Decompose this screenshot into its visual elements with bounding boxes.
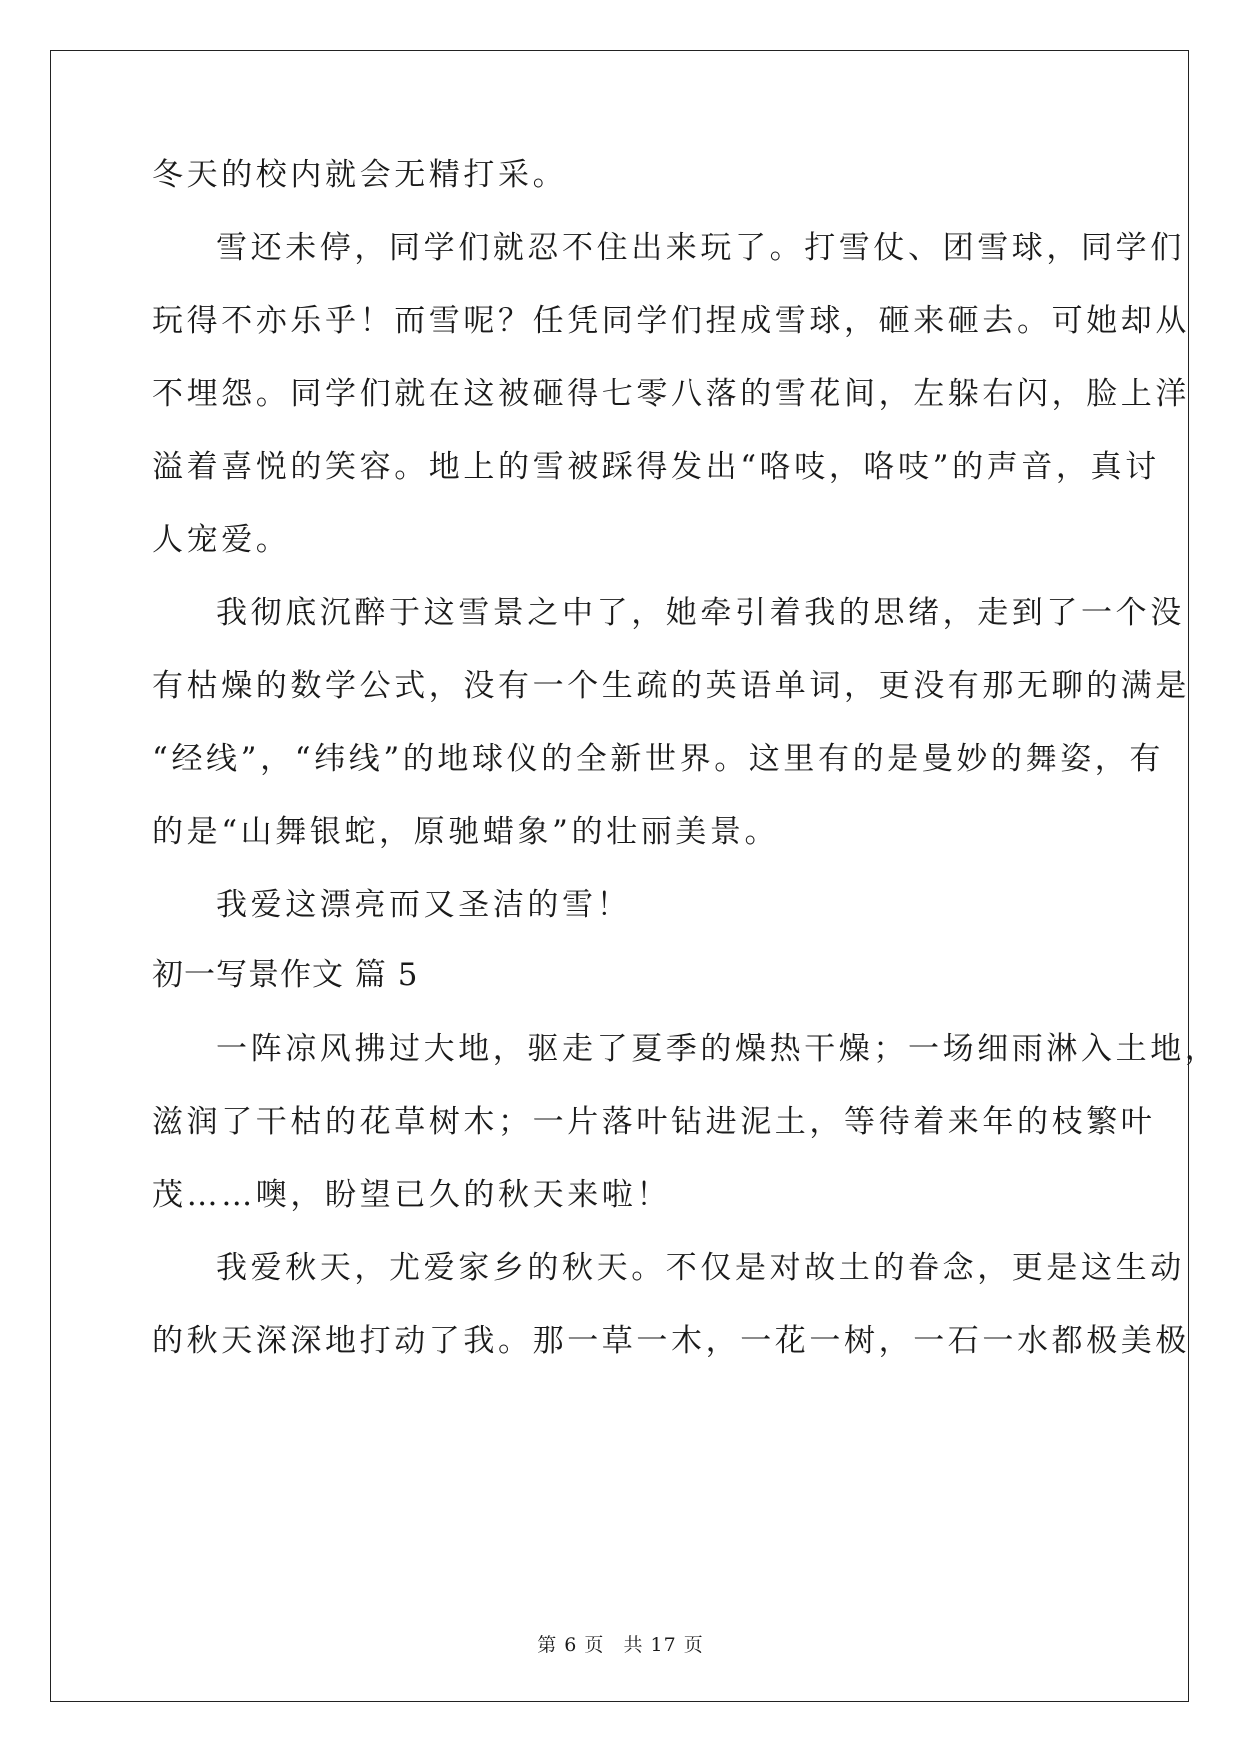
paragraph-line: 我爱这漂亮而又圣洁的雪！ xyxy=(216,887,632,923)
text-line: 的是“山舞银蛇，原驰蜡象”的壮丽美景。 xyxy=(152,814,780,850)
text-line: 冬天的校内就会无精打采。 xyxy=(152,157,568,193)
text-line: 滋润了干枯的花草树木；一片落叶钻进泥土，等待着来年的枝繁叶 xyxy=(152,1104,1156,1140)
text-line: 玩得不亦乐乎！而雪呢？任凭同学们捏成雪球，砸来砸去。可她却从 xyxy=(152,303,1190,339)
text-line: 茂……噢，盼望已久的秋天来啦！ xyxy=(152,1177,671,1213)
paragraph-line: 一阵凉风拂过大地，驱走了夏季的燥热干燥；一场细雨淋入土地， xyxy=(216,1031,1220,1067)
paragraph-line: 我爱秋天，尤爱家乡的秋天。不仅是对故土的眷念，更是这生动 xyxy=(216,1250,1185,1286)
page-footer xyxy=(0,1630,1241,1657)
text-line: 不埋怨。同学们就在这被砸得七零八落的雪花间，左躲右闪，脸上洋 xyxy=(152,376,1190,412)
page-number: 第 6 页 xyxy=(537,1634,605,1656)
text-line: “经线”，“纬线”的地球仪的全新世界。这里有的是曼妙的舞姿，有 xyxy=(152,741,1164,777)
text-line: 有枯燥的数学公式，没有一个生疏的英语单词，更没有那无聊的满是 xyxy=(152,668,1190,704)
page-border xyxy=(50,50,1189,1702)
page-total: 共 17 页 xyxy=(623,1634,704,1656)
paragraph-line: 我彻底沉醉于这雪景之中了，她牵引着我的思绪，走到了一个没 xyxy=(216,595,1185,631)
paragraph-line: 雪还未停，同学们就忍不住出来玩了。打雪仗、团雪球，同学们 xyxy=(216,230,1185,266)
text-line: 的秋天深深地打动了我。那一草一木，一花一树，一石一水都极美极 xyxy=(152,1323,1190,1359)
text-line: 溢着喜悦的笑容。地上的雪被踩得发出“咯吱，咯吱”的声音，真讨 xyxy=(152,449,1160,485)
section-heading: 初一写景作文 篇 5 xyxy=(152,957,419,993)
text-line: 人宠爱。 xyxy=(152,522,291,558)
